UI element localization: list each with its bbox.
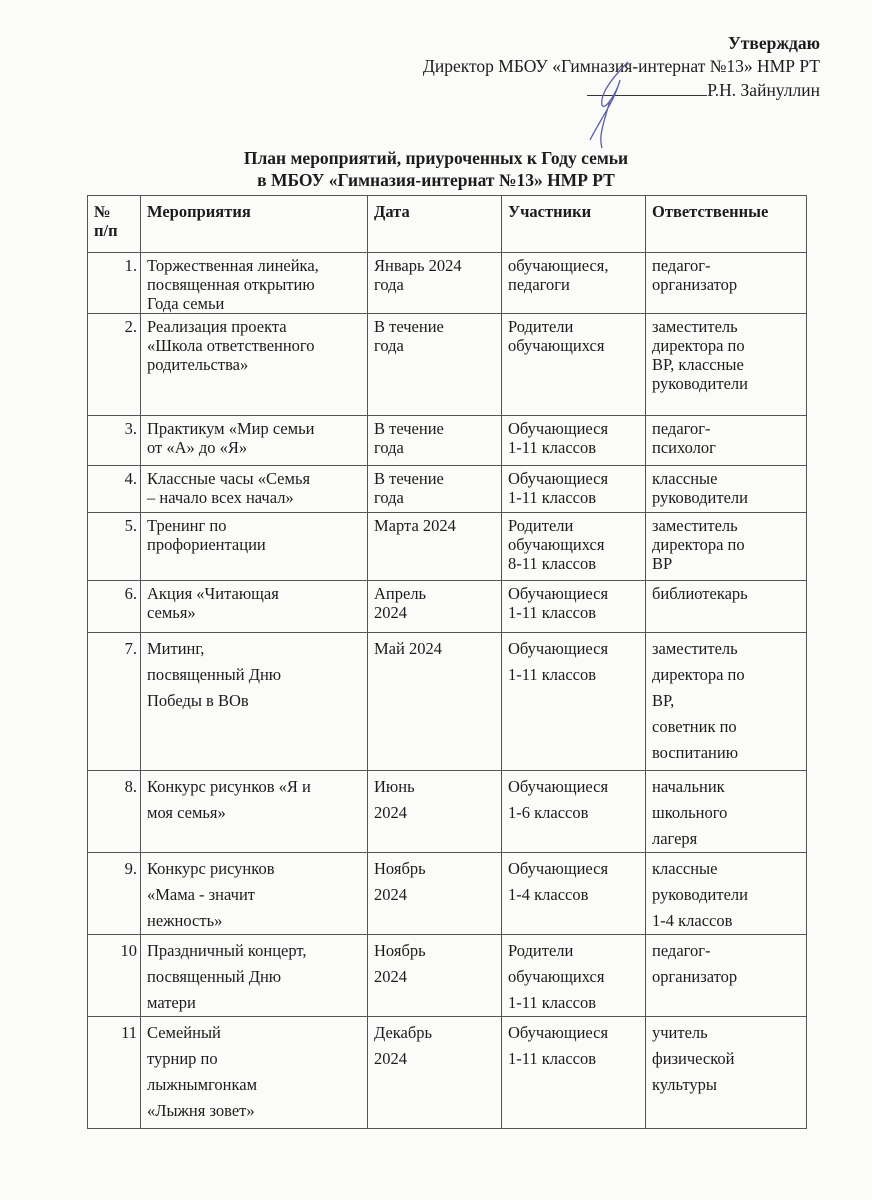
title-line-2: в МБОУ «Гимназия-интернат №13» НМР РТ xyxy=(257,170,615,190)
cell-event: Акция «Читающая семья» xyxy=(141,581,368,633)
cell-responsible: учитель физической культуры xyxy=(646,1017,807,1129)
cell-event: Тренинг по профориентации xyxy=(141,513,368,581)
header-responsible: Ответственные xyxy=(646,196,807,253)
cell-event: Праздничный концерт, посвященный Дню матери xyxy=(141,935,368,1017)
handwritten-signature-icon xyxy=(580,60,640,150)
cell-event: Митинг, посвященный Дню Победы в ВОв xyxy=(141,633,368,771)
cell-responsible: педагог- организатор xyxy=(646,935,807,1017)
header-participants: Участники xyxy=(502,196,646,253)
cell-participants: Родители обучающихся 1-11 классов xyxy=(502,935,646,1017)
cell-event: Практикум «Мир семьи от «А» до «Я» xyxy=(141,416,368,466)
cell-date: Декабрь 2024 xyxy=(368,1017,502,1129)
cell-number: 1. xyxy=(88,253,141,314)
table-row xyxy=(88,314,807,416)
cell-participants: Обучающиеся 1-11 классов xyxy=(502,416,646,466)
cell-responsible: классные руководители 1-4 классов xyxy=(646,853,807,935)
cell-date: Июнь 2024 xyxy=(368,771,502,853)
approval-position: Директор МБОУ «Гимназия-интернат №13» НМР РТ xyxy=(422,56,820,76)
cell-participants: Обучающиеся 1-11 классов xyxy=(502,466,646,513)
cell-responsible: педагог- организатор xyxy=(646,253,807,314)
cell-responsible: начальник школьного лагеря xyxy=(646,771,807,853)
cell-event: Семейный турнир по лыжнымгонкам «Лыжня зовет» xyxy=(141,1017,368,1129)
table-header-row xyxy=(88,196,807,253)
cell-participants: Родители обучающихся 8-11 классов xyxy=(502,513,646,581)
table-row xyxy=(88,253,807,314)
cell-responsible: заместитель директора по ВР, классные руководители xyxy=(646,314,807,416)
table-row xyxy=(88,1017,807,1129)
cell-number: 6. xyxy=(88,581,141,633)
cell-date: В течение года xyxy=(368,466,502,513)
cell-date: Апрель 2024 xyxy=(368,581,502,633)
cell-responsible: заместитель директора по ВР xyxy=(646,513,807,581)
cell-participants: Обучающиеся 1-4 классов xyxy=(502,853,646,935)
cell-participants: Обучающиеся 1-11 классов xyxy=(502,1017,646,1129)
approval-name: Р.Н. Зайнуллин xyxy=(707,80,820,100)
cell-participants: Обучающиеся 1-11 классов xyxy=(502,633,646,771)
header-number: № п/п xyxy=(88,196,141,253)
events-table xyxy=(87,195,807,1129)
cell-event: Конкурс рисунков «Я и моя семья» xyxy=(141,771,368,853)
table-row xyxy=(88,466,807,513)
table-row xyxy=(88,853,807,935)
cell-number: 9. xyxy=(88,853,141,935)
table-row xyxy=(88,771,807,853)
cell-number: 11 xyxy=(88,1017,141,1129)
header-date: Дата xyxy=(368,196,502,253)
cell-responsible: классные руководители xyxy=(646,466,807,513)
cell-event: Торжественная линейка, посвященная открытию Года семьи xyxy=(141,253,368,314)
cell-number: 8. xyxy=(88,771,141,853)
cell-date: Ноябрь 2024 xyxy=(368,935,502,1017)
table-row xyxy=(88,935,807,1017)
cell-number: 5. xyxy=(88,513,141,581)
title-line-1: План мероприятий, приуроченных к Году семьи xyxy=(243,148,629,168)
table-row xyxy=(88,581,807,633)
cell-event: Реализация проекта «Школа ответственного родительства» xyxy=(141,314,368,416)
table-row xyxy=(88,416,807,466)
cell-responsible: заместитель директора по ВР, советник по воспитанию xyxy=(646,633,807,771)
cell-date: Марта 2024 xyxy=(368,513,502,581)
table-row xyxy=(88,513,807,581)
document-title xyxy=(0,147,872,191)
cell-responsible: библиотекарь xyxy=(646,581,807,633)
cell-date: Май 2024 xyxy=(368,633,502,771)
approval-heading: Утверждаю xyxy=(727,33,820,53)
cell-date: Ноябрь 2024 xyxy=(368,853,502,935)
header-event: Мероприятия xyxy=(141,196,368,253)
cell-number: 3. xyxy=(88,416,141,466)
cell-participants: Обучающиеся 1-6 классов xyxy=(502,771,646,853)
cell-date: Январь 2024 года xyxy=(368,253,502,314)
cell-responsible: педагог- психолог xyxy=(646,416,807,466)
cell-event: Классные часы «Семья – начало всех начал» xyxy=(141,466,368,513)
cell-date: В течение года xyxy=(368,314,502,416)
cell-number: 4. xyxy=(88,466,141,513)
table-row xyxy=(88,633,807,771)
cell-number: 2. xyxy=(88,314,141,416)
cell-participants: обучающиеся, педагоги xyxy=(502,253,646,314)
cell-number: 10 xyxy=(88,935,141,1017)
cell-number: 7. xyxy=(88,633,141,771)
cell-participants: Родители обучающихся xyxy=(502,314,646,416)
cell-date: В течение года xyxy=(368,416,502,466)
cell-event: Конкурс рисунков «Мама - значит нежность» xyxy=(141,853,368,935)
cell-participants: Обучающиеся 1-11 классов xyxy=(502,581,646,633)
